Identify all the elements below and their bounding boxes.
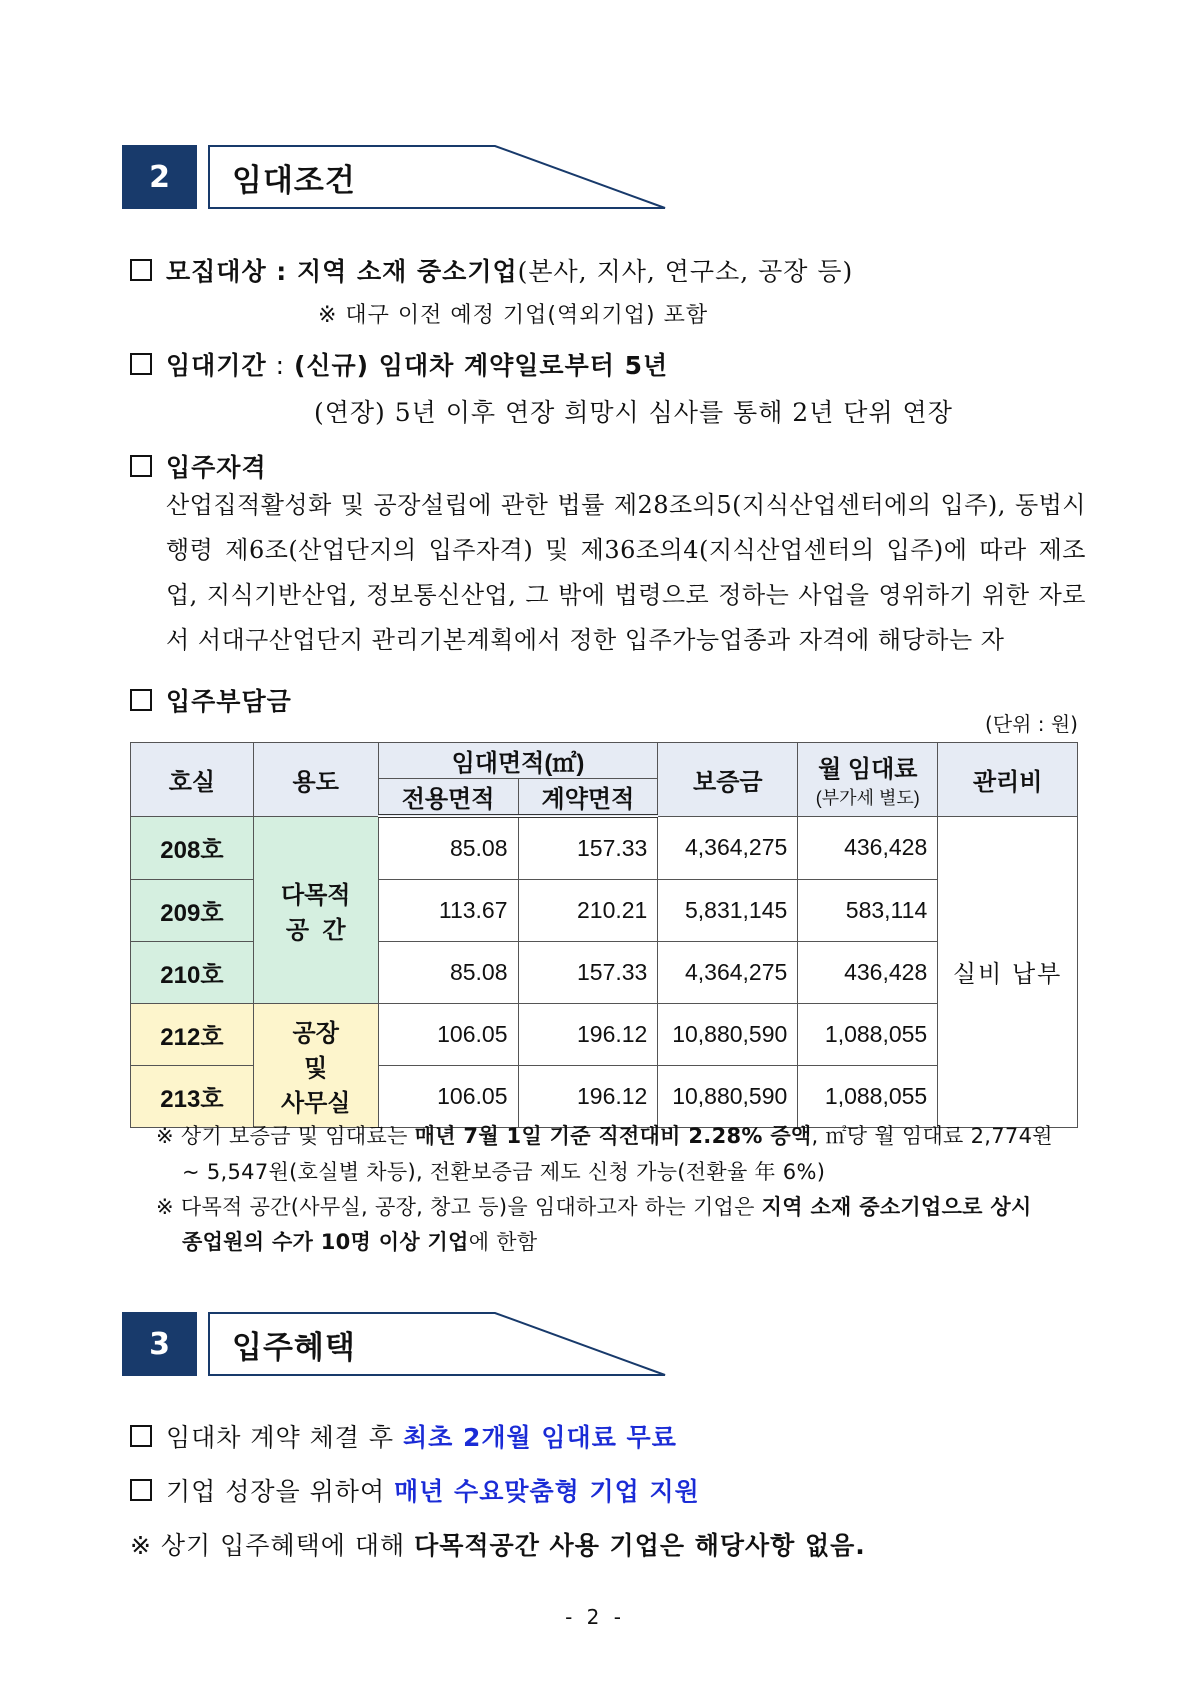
checkbox-icon xyxy=(130,455,152,477)
period-line xyxy=(130,346,668,382)
benefit-emphasis: 매년 수요맞춤형 기업 지원 xyxy=(394,1477,700,1506)
checkbox-icon xyxy=(130,353,152,375)
use-multipurpose xyxy=(253,816,378,1004)
use-text: 공 간 xyxy=(285,916,346,944)
header-use: 용도 xyxy=(253,743,378,817)
room-cell: 213호 xyxy=(131,1066,254,1128)
exclusive-cell: 106.05 xyxy=(378,1066,518,1128)
checkbox-icon xyxy=(130,259,152,281)
deposit-cell: 10,880,590 xyxy=(658,1004,798,1066)
use-text: 및 xyxy=(304,1055,328,1082)
room-cell: 212호 xyxy=(131,1004,254,1066)
use-factory xyxy=(253,1004,378,1128)
table-row xyxy=(131,1004,1078,1066)
header-rent xyxy=(798,743,938,817)
exclusive-cell: 106.05 xyxy=(378,1004,518,1066)
use-text: 사무실 xyxy=(280,1090,351,1117)
table-row xyxy=(131,816,1078,880)
header-deposit: 보증금 xyxy=(658,743,798,817)
room-cell: 209호 xyxy=(131,880,254,942)
recruit-detail: (본사, 지사, 연구소, 공장 등) xyxy=(517,257,854,286)
recruit-note: ※ 대구 이전 예정 기업(역외기업) 포함 xyxy=(318,303,709,328)
contract-cell: 196.12 xyxy=(518,1004,658,1066)
rent-cell: 436,428 xyxy=(798,942,938,1004)
section-title: 임대조건 xyxy=(232,162,356,199)
header-exclusive: 전용면적 xyxy=(378,779,518,817)
section-number: 2 xyxy=(122,145,197,209)
benefit-text: 임대차 계약 체결 후 xyxy=(166,1423,403,1452)
qualification-heading xyxy=(130,448,267,484)
benefit-note xyxy=(130,1526,866,1562)
mgmt-cell: 실비 납부 xyxy=(938,816,1078,1128)
period-extend: (연장) 5년 이후 연장 희망시 심사를 통해 2년 단위 연장 xyxy=(314,398,953,427)
unit-label: (단위 : 원) xyxy=(984,712,1078,736)
period-sep: : xyxy=(275,351,285,380)
period-value: (신규) 임대차 계약일로부터 5년 xyxy=(293,351,669,380)
use-text: 공장 xyxy=(292,1020,339,1047)
benefit-emphasis: 다목적공간 사용 기업은 해당사항 없음. xyxy=(414,1531,866,1560)
use-text: 다목적 xyxy=(280,881,351,909)
note-1 xyxy=(156,1120,1053,1150)
note-2-cont xyxy=(182,1226,537,1256)
note-2 xyxy=(156,1191,1032,1221)
room-cell: 208호 xyxy=(131,816,254,880)
note-text: , ㎡당 월 임대료 2,774원 xyxy=(811,1124,1053,1148)
benefit-emphasis: 최초 2개월 임대료 무료 xyxy=(403,1423,677,1452)
header-mgmt: 관리비 xyxy=(938,743,1078,817)
period-label: 임대기간 xyxy=(166,351,267,380)
page-number: - 2 - xyxy=(565,1605,625,1629)
checkbox-icon xyxy=(130,1425,152,1447)
header-room: 호실 xyxy=(131,743,254,817)
rent-cell: 1,088,055 xyxy=(798,1004,938,1066)
recruit-label: 모집대상 : 지역 소재 중소기업 xyxy=(166,257,518,286)
note-text: ※ 다목적 공간(사무실, 공장, 창고 등)을 임대하고자 하는 기업은 xyxy=(156,1195,762,1219)
checkbox-icon xyxy=(130,1479,152,1501)
note-emphasis: 종업원의 수가 10명 이상 기업 xyxy=(182,1230,469,1254)
section-number: 3 xyxy=(122,1312,197,1376)
burden-heading xyxy=(130,682,292,718)
recruit-line xyxy=(130,252,853,288)
burden-label: 입주부담금 xyxy=(166,687,292,716)
deposit-cell: 5,831,145 xyxy=(658,880,798,942)
exclusive-cell: 85.08 xyxy=(378,942,518,1004)
contract-cell: 196.12 xyxy=(518,1066,658,1128)
note-emphasis: 매년 7월 1일 기준 직전대비 2.28% 증액 xyxy=(414,1124,812,1148)
section-2-header xyxy=(122,145,662,209)
benefit-2 xyxy=(130,1472,700,1508)
checkbox-icon xyxy=(130,689,152,711)
contract-cell: 157.33 xyxy=(518,942,658,1004)
room-cell: 210호 xyxy=(131,942,254,1004)
deposit-cell: 4,364,275 xyxy=(658,816,798,880)
contract-cell: 157.33 xyxy=(518,816,658,880)
note-text: 에 한함 xyxy=(468,1230,538,1254)
note-text: ※ 상기 보증금 및 임대료는 xyxy=(156,1124,415,1148)
contract-cell: 210.21 xyxy=(518,880,658,942)
benefit-text: ※ 상기 입주혜택에 대해 xyxy=(130,1531,415,1560)
rent-cell: 1,088,055 xyxy=(798,1066,938,1128)
rent-table xyxy=(130,742,1078,1128)
rent-cell: 436,428 xyxy=(798,816,938,880)
exclusive-cell: 113.67 xyxy=(378,880,518,942)
deposit-cell: 10,880,590 xyxy=(658,1066,798,1128)
header-area: 임대면적(㎡) xyxy=(378,743,658,779)
header-rent-label: 월 임대료 xyxy=(818,755,918,783)
qualification-label: 입주자격 xyxy=(166,453,267,482)
header-rent-sub: (부가세 별도) xyxy=(815,787,920,808)
rent-cell: 583,114 xyxy=(798,880,938,942)
note-emphasis: 지역 소재 중소기업으로 상시 xyxy=(761,1195,1032,1219)
header-contract: 계약면적 xyxy=(518,779,658,817)
benefit-1 xyxy=(130,1418,677,1454)
exclusive-cell: 85.08 xyxy=(378,816,518,880)
benefit-text: 기업 성장을 위하여 xyxy=(166,1477,395,1506)
section-title: 입주혜택 xyxy=(232,1329,356,1366)
qualification-text: 산업집적활성화 및 공장설립에 관한 법률 제28조의5(지식산업센터에의 입주), 동법시행령 제6조(산업단지의 입주자격) 및 제36조의4(지식산업센터의 입주)에 따라 제조업, 지식기반산업, 정보통신산업, 그 밖에 법령으로 정하는 사업을 영위하기 위한 자로서 서대구산업단지 관리기본계획에서 정한 입주가능업종과 자격에 해당하는 자 xyxy=(166,491,1086,654)
deposit-cell: 4,364,275 xyxy=(658,942,798,1004)
note-1-cont: ~ 5,547원(호실별 차등), 전환보증금 제도 신청 가능(전환율 年 6%) xyxy=(182,1160,826,1184)
section-3-header xyxy=(122,1312,662,1376)
